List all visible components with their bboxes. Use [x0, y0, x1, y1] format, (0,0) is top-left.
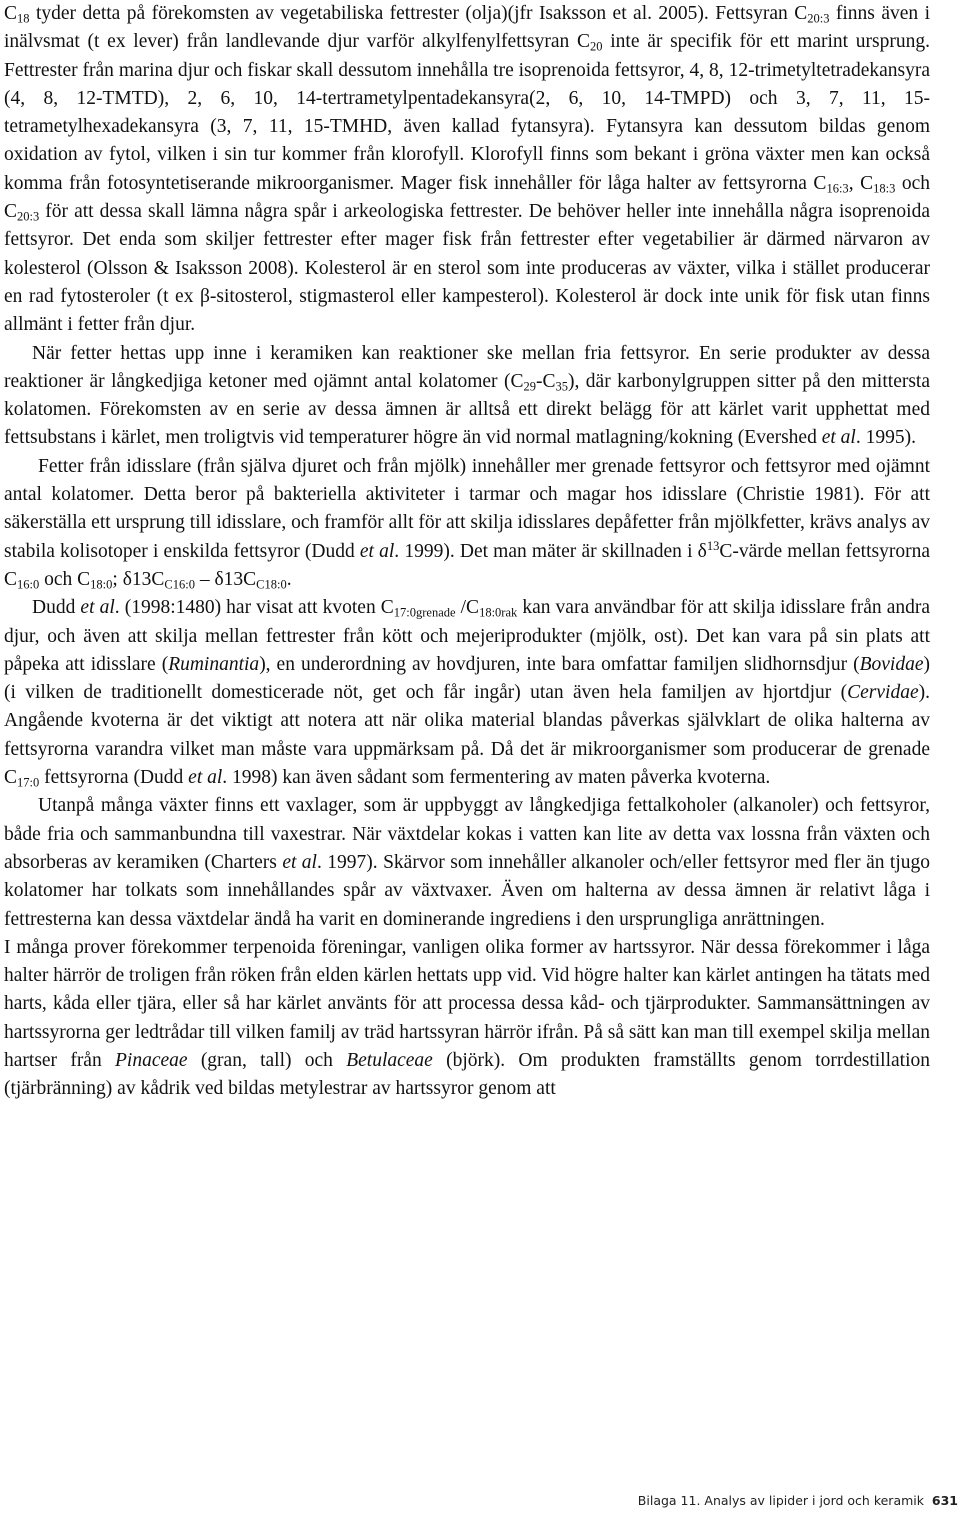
italic-text: et al — [188, 767, 223, 789]
superscript: 13 — [706, 538, 720, 553]
text-run: När fetter hettas upp inne i keramiken kan reaktioner ske mellan fria fettsyror. En serie produkter av dessa reaktioner är långkedjiga ketoner med ojämnt antal kolatomer (C — [4, 342, 930, 392]
text-run: ). Angående kvoterna är det viktigt att notera att när olika material blandas påverkas självklart de olika halterna av fettsyrorna varandra vilket man måste vara uppmärksam på. Då det är mikroorganismer som producerar de grenade C — [4, 682, 930, 789]
subscript: 18 — [17, 11, 30, 26]
text-run: C-värde mellan fettsyrorna C — [4, 540, 930, 590]
text-run: , C — [848, 172, 874, 194]
subscript: 35 — [555, 379, 568, 394]
paragraph-dudd-ratio — [4, 594, 930, 792]
subscript: 29 — [523, 379, 536, 394]
subscript: 16:3 — [826, 181, 849, 196]
text-run: och C — [39, 568, 91, 590]
subscript: 18:0rak — [479, 605, 518, 620]
text-run: (björk). Om produkten framställts genom torrdestillation (tjärbränning) av kådrik ved bildas metylestrar av hartssyror genom att — [4, 1049, 931, 1100]
paragraph-plant-wax — [4, 792, 930, 933]
text-run: /C — [455, 597, 480, 619]
subscript: 18:3 — [873, 181, 896, 196]
subscript: C18:0 — [256, 577, 287, 592]
italic-text: Cervidae — [847, 682, 919, 704]
italic-text: et al — [80, 597, 115, 619]
text-run: ; δ13C — [112, 568, 165, 590]
subscript: 16:0 — [17, 577, 40, 592]
text-run: tyder detta på förekomsten av vegetabiliska fettrester (olja)(jfr Isaksson et al. 2005). Fettsyran C — [29, 3, 808, 24]
italic-text: et al — [821, 427, 856, 449]
text-run: -C — [535, 370, 556, 392]
text-run: I många prover förekommer terpenoida föreningar, vanligen olika former av hartssyror. När dessa förekommer i låga halter härrör de troligen från röken från elden kärlen hettats upp vid. Vid högre halter kan kärlet antingen ha tätats med harts, kåda eller tjära, eller så har kärlet använts för att processa dessa kåd- och tjärprodukter. Sammansättningen av hartssyrorna ger ledtrådar till vilken familj av träd hartssyran härrör ifrån. På så sätt kan man till exempel skilja mellan hartser från — [4, 936, 930, 1071]
text-run: ), en underordning av hovdjuren, inte bara omfattar familjen slidhornsdjur ( — [259, 653, 860, 675]
paragraph-terpenoids — [4, 934, 930, 1104]
text-run: Dudd — [32, 597, 81, 619]
paragraph-ruminant-fats — [4, 453, 930, 594]
paragraph-marine-fats — [4, 0, 930, 340]
italic-text: Betulaceae — [346, 1049, 433, 1071]
text-run: och C — [4, 172, 931, 223]
italic-text: et al — [282, 851, 317, 873]
text-run: . 1999). Det man mäter är skillnaden i δ — [394, 540, 707, 562]
text-run: för att dessa skall lämna några spår i arkeologiska fettrester. De behöver heller inte innehålla några isoprenoida fettsyror. Det enda som skiljer fettrester efter mager fisk från fettrester efter vegetabilier är därmed närvaron av kolesterol (Olsson & Isaksson 2008). Kolesterol är en sterol som inte produceras av växter, vilka i stället producerar en rad fytosteroler (t ex β-sitosterol, stigmasterol eller kampesterol). Kolesterol är dock inte unik för fisk utan finns allmänt i fetter från djur. — [4, 201, 930, 336]
text-run: (gran, tall) och — [187, 1049, 347, 1071]
page-footer — [0, 1493, 960, 1513]
text-run: kan vara användbar för att skilja idisslare från andra djur, och även att skilja mellan fettrester från kött och mejeriprodukter (mjölk, ost). Det kan vara på sin plats att påpeka att idisslare ( — [4, 597, 930, 675]
subscript: 18:0 — [90, 577, 113, 592]
subscript: 20:3 — [807, 11, 830, 26]
italic-text: Bovidae — [859, 653, 924, 675]
body-text — [4, 0, 930, 1104]
text-run: ) (i vilken de traditionellt domesticerade nöt, get och får ingår) utan även hela familjen av hjortdjur ( — [4, 653, 930, 704]
text-run: fettsyrorna (Dudd — [39, 767, 189, 789]
subscript: 20:3 — [17, 209, 40, 224]
italic-text: Ruminantia — [168, 653, 260, 675]
text-run: ), där karbonylgruppen sitter på den mittersta kolatomen. Förekomsten av en serie av dessa ämnen är alltså ett direkt belägg för att kärlet varit upphettat med fettsubstans i kärlet, men troligtvis vid temperaturer högre än vid normal matlagning/kokning (Evershed — [4, 370, 931, 449]
text-run: Fetter från idisslare (från själva djuret och från mjölk) innehåller mer grenade fettsyror och fettsyror med ojämnt antal kolatomer. Detta beror på bakteriella aktiviteter i tarmar och magar hos idisslare (Christie 1981). För att säkerställa ett ursprung till idisslare, och framför allt för att skilja idisslares depåfetter från mjölkfetter, krävs analys av stabila kolisotoper i enskilda fettsyror (Dudd — [4, 455, 930, 562]
subscript: C16:0 — [164, 577, 195, 592]
text-run: . — [286, 568, 292, 590]
text-run: . 1998) kan även sådant som fermentering av maten påverka kvoterna. — [222, 767, 771, 789]
italic-text: Pinaceae — [115, 1049, 188, 1071]
text-run: – δ13C — [194, 568, 257, 590]
text-run: inte är specifik för ett marint ursprung. Fettrester från marina djur och fiskar skall dessutom innehålla tre isoprenoida fettsyror, 4, 8, 12-trimetyltetradekansyra (4, 8, 12-TMTD), 2, 6, 10, 14-tertrametylpentadekansyra(2, 6, 10, 14-TMPD) och 3, 7, 11, 15-tetrametylhexadekansyra (3, 7, 11, 15-TMHD, även kallad fytansyra). Fytansyra kan dessutom bildas genom oxidation av fytol, vilken i sin tur kommer från klorofyll. Klorofyll finns som bekant i gröna växter men kan också komma från fotosyntetiserande mikroorganismer. Mager fisk innehåller för låga halter av fettsyrorna C — [4, 31, 931, 194]
text-run: . 1997). Skärvor som innehåller alkanoler och/eller fettsyror med fler än tjugo kolatomer har tolkats som innehållandes spår av växtvaxer. Även om halterna av dessa ämnen är relativt låga i fettresterna kan dessa växtdelar ändå ha varit en dominerande ingrediens i den ursprungliga anrättningen. — [4, 851, 930, 930]
text-run: finns även i inälvsmat (t ex lever) från landlevande djur varför alkylfenylfettsyran C — [4, 3, 930, 53]
subscript: 17:0grenade — [393, 605, 456, 620]
text-run: Utanpå många växter finns ett vaxlager, som är uppbyggt av långkedjiga fettalkoholer (alkanoler) och fettsyror, både fria och sammanbundna till vaxestrar. När växtdelar kokas i vatten kan lite av detta vax lossna från växten och absorberas av keramiken (Charters — [4, 795, 930, 873]
subscript: 20 — [590, 39, 603, 54]
italic-text: et al — [359, 540, 395, 562]
page-number: 631 — [931, 1493, 958, 1508]
subscript: 17:0 — [17, 775, 40, 790]
text-run: . (1998:1480) har visat att kvoten C — [114, 597, 394, 619]
paragraph-ketones — [4, 340, 930, 453]
text-run: C — [4, 3, 18, 24]
footer-appendix-title: Bilaga 11. Analys av lipider i jord och keramik — [637, 1493, 924, 1508]
text-run: . 1995). — [855, 427, 916, 449]
